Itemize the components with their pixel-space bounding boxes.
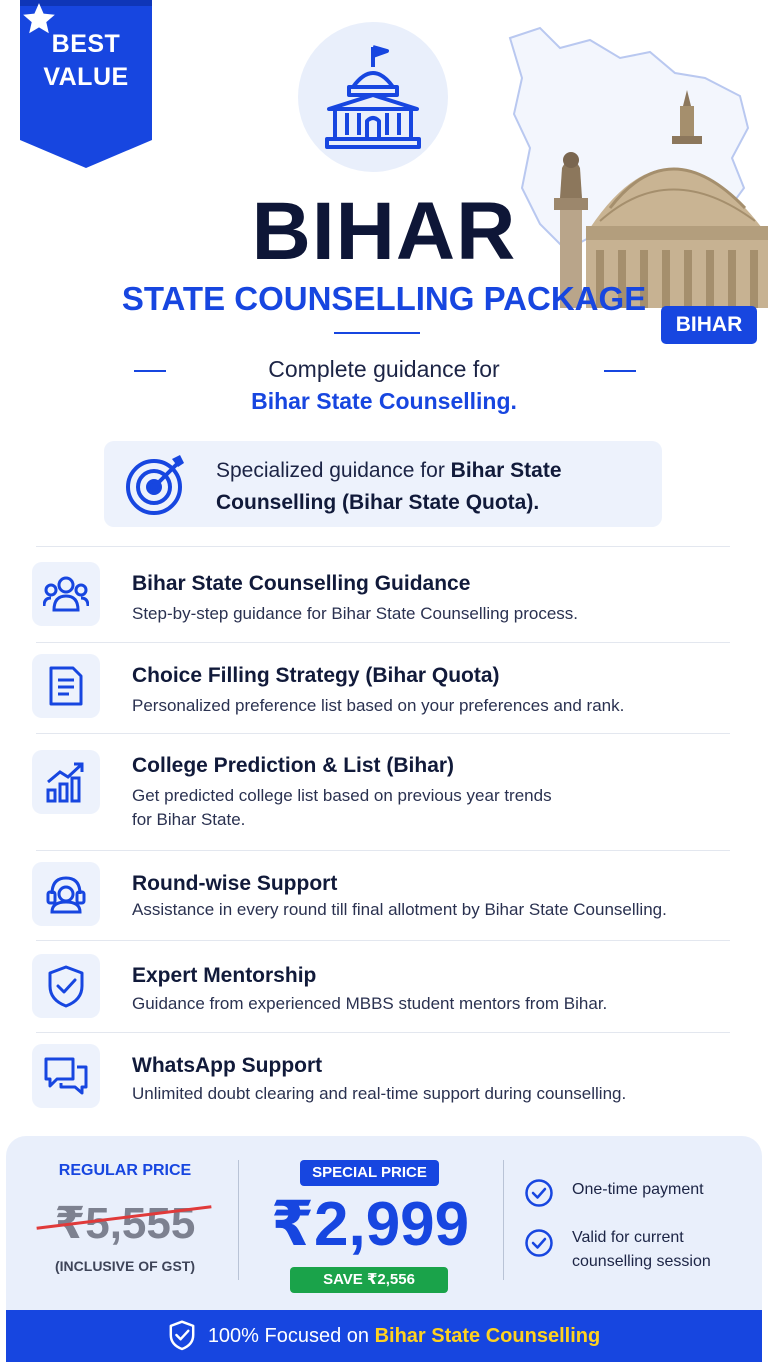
specialized-guidance-box [104, 441, 662, 527]
state-tag: BIHAR [661, 306, 757, 344]
footer-highlight: Bihar State Counselling [374, 1325, 601, 1347]
feature-title: Expert Mentorship [132, 964, 317, 987]
feature-description: Unlimited doubt clearing and real-time support during counselling. [132, 1084, 627, 1103]
document-icon [32, 654, 100, 718]
section-divider [36, 546, 730, 547]
footer-banner [6, 1310, 762, 1362]
government-building-icon [298, 22, 448, 172]
title-underline [334, 332, 420, 334]
section-divider [36, 850, 730, 851]
feature-title: Round-wise Support [132, 872, 338, 895]
regular-price-label: REGULAR PRICE [58, 1162, 192, 1179]
section-divider [36, 642, 730, 643]
headset-support-icon [32, 862, 100, 926]
special-price: ₹2,999 [270, 1190, 470, 1259]
shield-check-icon [168, 1319, 196, 1351]
package-subtitle: STATE COUNSELLING PACKAGE [121, 280, 647, 317]
badge-line-1: BEST [51, 30, 121, 58]
section-divider [36, 1032, 730, 1033]
price-divider [238, 1160, 239, 1280]
check-circle-icon [524, 1228, 554, 1258]
special-price-label: SPECIAL PRICE [300, 1160, 439, 1186]
page-title: BIHAR [251, 186, 517, 277]
intro-line-2: Bihar State Counselling. [251, 388, 517, 414]
star-icon [20, 0, 58, 38]
target-icon [124, 453, 188, 517]
feature-description: Step-by-step guidance for Bihar State Counselling process. [132, 604, 579, 623]
group-users-icon [32, 562, 100, 626]
regular-price: ₹5,555 [54, 1199, 196, 1248]
feature-description: Personalized preference list based on your preferences and rank. [132, 696, 625, 715]
feature-title: Choice Filling Strategy (Bihar Quota) [132, 664, 500, 687]
intro-line-1: Complete guidance for [268, 356, 500, 382]
footer-text: 100% Focused on [207, 1325, 375, 1347]
section-divider [36, 940, 730, 941]
gst-note: (INCLUSIVE OF GST) [55, 1258, 195, 1274]
best-value-badge [20, 0, 152, 168]
feature-title: College Prediction & List (Bihar) [132, 754, 455, 777]
shield-check-icon [32, 954, 100, 1018]
feature-title: Bihar State Counselling Guidance [132, 572, 471, 595]
feature-title: WhatsApp Support [132, 1054, 323, 1077]
feature-description: Get predicted college list based on previous year trends for Bihar State. [132, 786, 552, 829]
check-circle-icon [524, 1178, 554, 1208]
price-divider [503, 1160, 504, 1280]
specialized-guidance-text: Specialized guidance for Bihar State Counselling (Bihar State Quota). [216, 459, 562, 514]
benefit-text: Valid for current counselling session [572, 1229, 711, 1270]
feature-description: Assistance in every round till final allotment by Bihar State Counselling. [132, 900, 667, 919]
badge-line-2: VALUE [43, 63, 129, 91]
benefit-text: One-time payment [572, 1181, 704, 1198]
section-divider [36, 733, 730, 734]
feature-description: Guidance from experienced MBBS student mentors from Bihar. [132, 994, 608, 1013]
chat-bubbles-icon [32, 1044, 100, 1108]
savings-badge: SAVE ₹2,556 [290, 1267, 448, 1293]
growth-chart-icon [32, 750, 100, 814]
